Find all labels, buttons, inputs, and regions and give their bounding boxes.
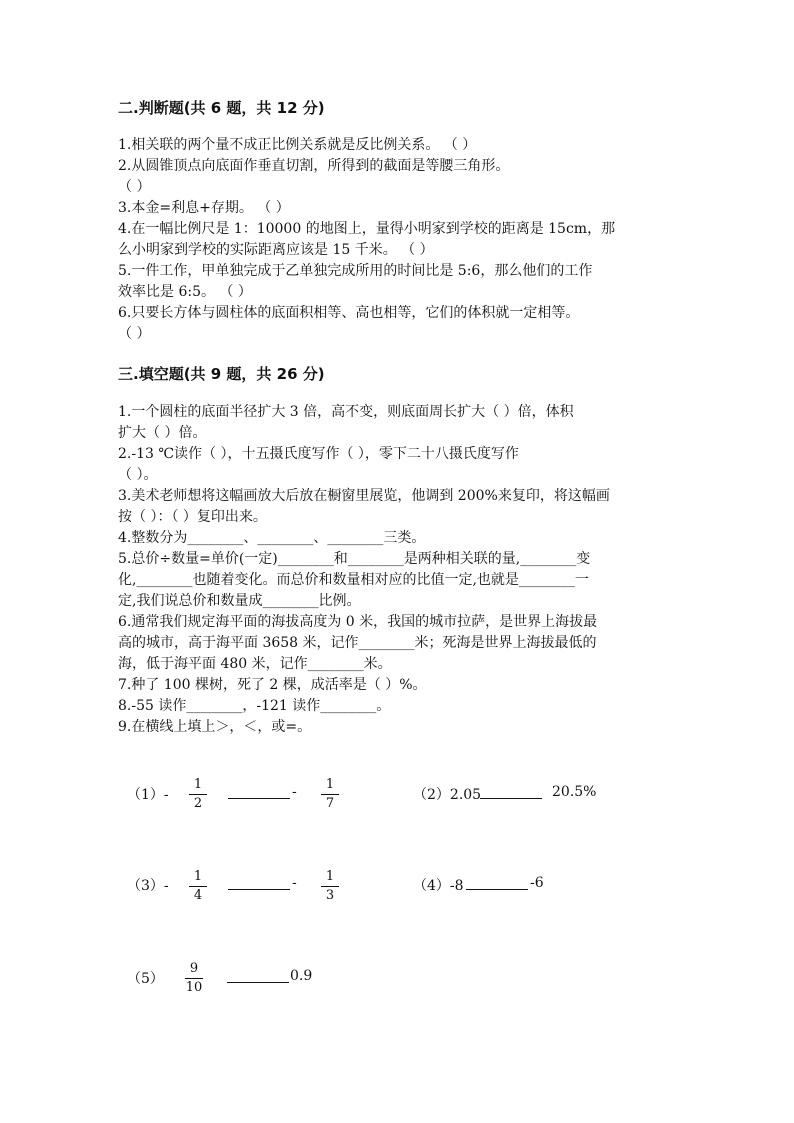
fraction-numerator: 1	[325, 777, 335, 792]
answer-blank-3[interactable]	[228, 875, 290, 894]
answer-bracket: （ ）	[118, 326, 151, 342]
answer-blank-5[interactable]	[227, 968, 289, 987]
question-line: 2.从圆锥顶点向底面作垂直切割，所得到的截面是等腰三角形。	[118, 158, 510, 174]
question-line: 扩大（ ）倍。	[118, 425, 207, 441]
question-line: 海，低于海平面 480 米，记作________米。	[118, 656, 392, 672]
minus-sign: -	[292, 784, 297, 800]
question-line: 4.在一幅比例尺是 1：10000 的地图上，量得小明家到学校的距离是 15cm，那	[118, 221, 616, 237]
question-line: 3.美术老师想将这幅画放大后放在橱窗里展览，他调到 200%来复印，将这幅画	[118, 488, 610, 504]
question-line: 4.整数分为________、________、________三类。	[118, 530, 426, 546]
fraction-numerator: 1	[325, 869, 335, 884]
question-line: 1.相关联的两个量不成正比例关系就是反比例关系。 （ ）	[118, 137, 477, 153]
question-line: 3.本金=利息+存期。 （ ）	[118, 200, 290, 216]
fraction-numerator: 1	[193, 777, 203, 792]
fraction-bar	[321, 886, 339, 887]
fraction-bar	[321, 794, 339, 795]
question-line: 7.种了 100 棵树，死了 2 棵，成活率是（ ）%。	[118, 677, 427, 693]
fraction-numerator: 1	[193, 869, 203, 884]
answer-blank-1[interactable]	[228, 784, 290, 803]
fraction-bar	[189, 886, 207, 887]
question-line: 2.-13 ℃读作（ ），十五摄氏度写作（ ），零下二十八摄氏度写作	[118, 446, 519, 462]
question-line: 6.通常我们规定海平面的海拔高度为 0 米，我国的城市拉萨，是世界上海拔最	[118, 614, 598, 630]
question-line: 化,________也随着变化。而总价和数量相对应的比值一定,也就是________一	[118, 572, 589, 588]
compare-right-2: 20.5%	[552, 784, 597, 800]
question-line: 高的城市，高于海平面 3658 米，记作________米；死海是世界上海拔最低的	[118, 635, 597, 651]
question-line: 9.在横线上填上＞，＜，或=。	[118, 719, 312, 735]
question-line: 么小明家到学校的实际距离应该是 15 千米。 （ ）	[118, 242, 434, 258]
compare-label-2: （2）2.05	[413, 787, 482, 803]
fraction-1-left	[186, 777, 210, 812]
answer-blank-2[interactable]	[480, 784, 542, 803]
question-line: 定,我们说总价和数量成________比例。	[118, 593, 361, 609]
question-line: 5.总价÷数量=单价(一定)________和________是两种相关联的量,________变	[118, 551, 591, 567]
compare-right-5: 0.9	[290, 968, 313, 984]
fraction-numerator: 9	[189, 961, 199, 976]
fraction-3-right	[318, 869, 342, 904]
question-line: 1.一个圆柱的底面半径扩大 3 倍，高不变，则底面周长扩大（ ）倍，体积	[118, 404, 574, 420]
fraction-denominator: 2	[193, 796, 203, 811]
compare-label-3: （3）-	[127, 878, 169, 894]
compare-right-4: -6	[530, 875, 544, 891]
fraction-1-right	[318, 777, 342, 812]
section-heading-judgement: 二.判断题(共 6 题，共 12 分)	[118, 99, 325, 117]
compare-label-4: （4）-8	[413, 878, 464, 894]
fraction-3-left	[186, 869, 210, 904]
answer-bracket: （ ）	[118, 179, 151, 195]
fraction-bar	[189, 794, 207, 795]
minus-sign: -	[292, 875, 297, 891]
question-line: 5.一件工作，甲单独完成于乙单独完成所用的时间比是 5:6，那么他们的工作	[118, 263, 593, 279]
question-line: 按（ ）：（ ）复印出来。	[118, 509, 267, 525]
compare-label-1: （1）-	[127, 787, 169, 803]
question-line: 6.只要长方体与圆柱体的底面积相等、高也相等，它们的体积就一定相等。	[118, 305, 580, 321]
fraction-bar	[185, 978, 203, 979]
fraction-denominator: 4	[193, 888, 203, 903]
fraction-denominator: 7	[325, 796, 335, 811]
answer-blank-4[interactable]	[466, 875, 528, 894]
fraction-denominator: 3	[325, 888, 335, 903]
section-heading-fill-in: 三.填空题(共 9 题，共 26 分)	[118, 365, 325, 383]
compare-label-5: （5）	[127, 971, 164, 987]
question-line: 效率比是 6:5。 （ ）	[118, 284, 252, 300]
question-line: 8.-55 读作________，-121 读作________。	[118, 698, 391, 714]
fraction-5-left	[182, 961, 206, 996]
question-line: （ ）。	[118, 467, 158, 483]
fraction-denominator: 10	[185, 980, 203, 995]
